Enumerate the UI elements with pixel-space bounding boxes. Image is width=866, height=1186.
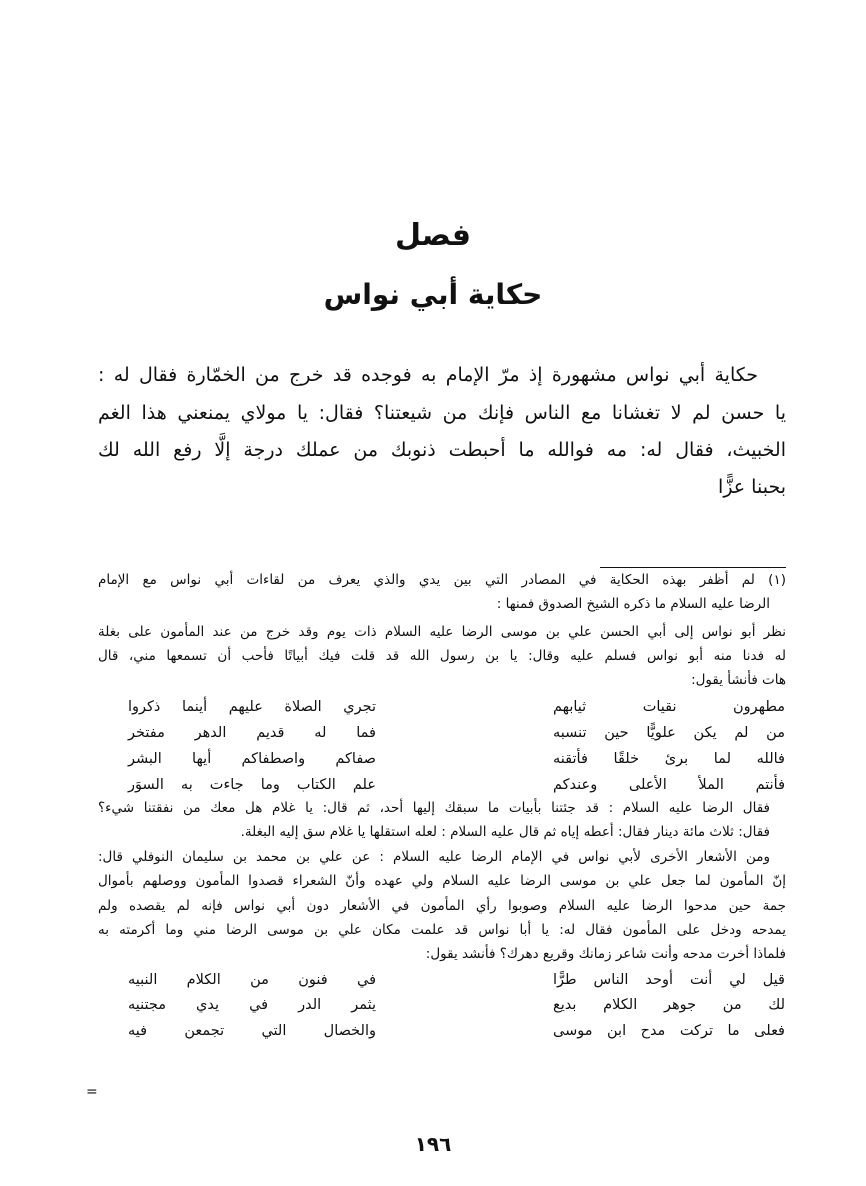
footnote-line: ومن الأشعار الأخرى لأبي نواس في الإمام الرضا عليه السلام : عن علي بن محمد بن سليمان النوفلي قال:: [98, 849, 770, 865]
footnote-line: نظر أبو نواس إلى أبي الحسن علي بن موسى الرضا عليه السلام ذات يوم وقد خرج من عند المأمون على بغلة: [98, 624, 786, 640]
verse-second-hemistich: يثمر الدر في يدي مجتنيه: [128, 997, 376, 1013]
chapter-title: حكاية أبي نواس: [323, 278, 543, 311]
footnote-line: إنّ المأمون لما جعل علي بن موسى الرضا عليه السلام ولي عهده وأنّ الشعراء قصدوا المأمون ووصلهم بأموال: [98, 873, 786, 889]
verse-second-hemistich: صفاكم واصطفاكم أيها البشر: [128, 751, 376, 767]
footnote-line: فقال: ثلاث مائة دينار فقال: أعطه إياه ثم قال عليه السلام : لعله استقلها يا غلام سق إليه البغلة.: [240, 824, 770, 840]
verse-first-hemistich: لك من جوهر الكلام بديع: [553, 997, 785, 1013]
verse-second-hemistich: في فنون من الكلام النبيه: [128, 972, 376, 988]
body-line: حكاية أبي نواس مشهورة إذ مرّ الإمام به فوجده قد خرج من الخمّارة فقال له :: [98, 364, 758, 386]
verse-second-hemistich: فما له قديم الدهر مفتخر: [128, 725, 376, 741]
verse-first-hemistich: فأنتم الملأ الأعلى وعندكم: [553, 777, 785, 793]
verse-first-hemistich: فالله لما برئ خلقًا فأتقنه: [553, 751, 785, 767]
verse-second-hemistich: علم الكتاب وما جاءت به السوَر: [128, 777, 376, 793]
footnote-line: فلماذا أخرت مدحه وأنت شاعر زمانك وقريع دهرك؟ فأنشد يقول:: [425, 946, 786, 962]
continuation-mark: =: [86, 1084, 98, 1100]
footnote-line: يمدحه ودخل على المأمون فقال له: يا أبا نواس قد علمت مكان علي بن موسى الرضا مني وما أكرمته به: [98, 922, 786, 938]
footnote-line: (١) لم أظفر بهذه الحكاية في المصادر التي بين يدي والذي يعرف من لقاءات أبي نواس مع الإمام: [98, 572, 786, 588]
body-line: الخبيث، فقال له: مه فوالله ما أحبطت ذنوبك من عملك درجة إلَّا رفع الله لك: [98, 439, 786, 461]
section-heading: فصل: [395, 218, 471, 253]
verse-first-hemistich: قيل لي أنت أوحد الناس طرًّا: [553, 972, 785, 988]
verse-second-hemistich: والخصال التي تجمعن فيه: [128, 1023, 376, 1039]
body-line: بحبنا عزًّا: [718, 476, 786, 498]
footnote-separator: [600, 567, 786, 568]
verse-second-hemistich: تجري الصلاة عليهم أينما ذكروا: [128, 699, 376, 715]
footnote-line: جمة حين مدحوا الرضا عليه السلام وصوبوا رأي المأمون في الأشعار دون أبي نواس فإنه لم يقصده ولم: [98, 898, 786, 914]
footnote-line: فقال الرضا عليه السلام : قد جئتنا بأبيات ما سبقك إليها أحد، ثم قال: يا غلام هل معك من نفقتنا شيء؟: [98, 800, 770, 816]
verse-first-hemistich: مطهرون نقيات ثيابهم: [553, 699, 785, 715]
body-line: يا حسن لم لا تغشانا مع الناس فإنك من شيعتنا؟ فقال: يا مولاي يمنعني هذا الغم: [98, 402, 786, 424]
verse-first-hemistich: فعلى ما تركت مدح ابن موسى: [553, 1023, 785, 1039]
footnote-line: الرضا عليه السلام ما ذكره الشيخ الصدوق فمنها :: [496, 596, 770, 612]
verse-first-hemistich: من لم يكن علويًّا حين تنسبه: [553, 725, 785, 741]
footnote-line: هات فأنشأ يقول:: [691, 672, 786, 688]
footnote-line: له فدنا منه أبو نواس فسلم عليه وقال: يا بن رسول الله قد قلت فيك أبياتًا فأحب أن تسمعها مني، قال: [98, 648, 786, 664]
page-number: ١٩٦: [414, 1132, 452, 1156]
